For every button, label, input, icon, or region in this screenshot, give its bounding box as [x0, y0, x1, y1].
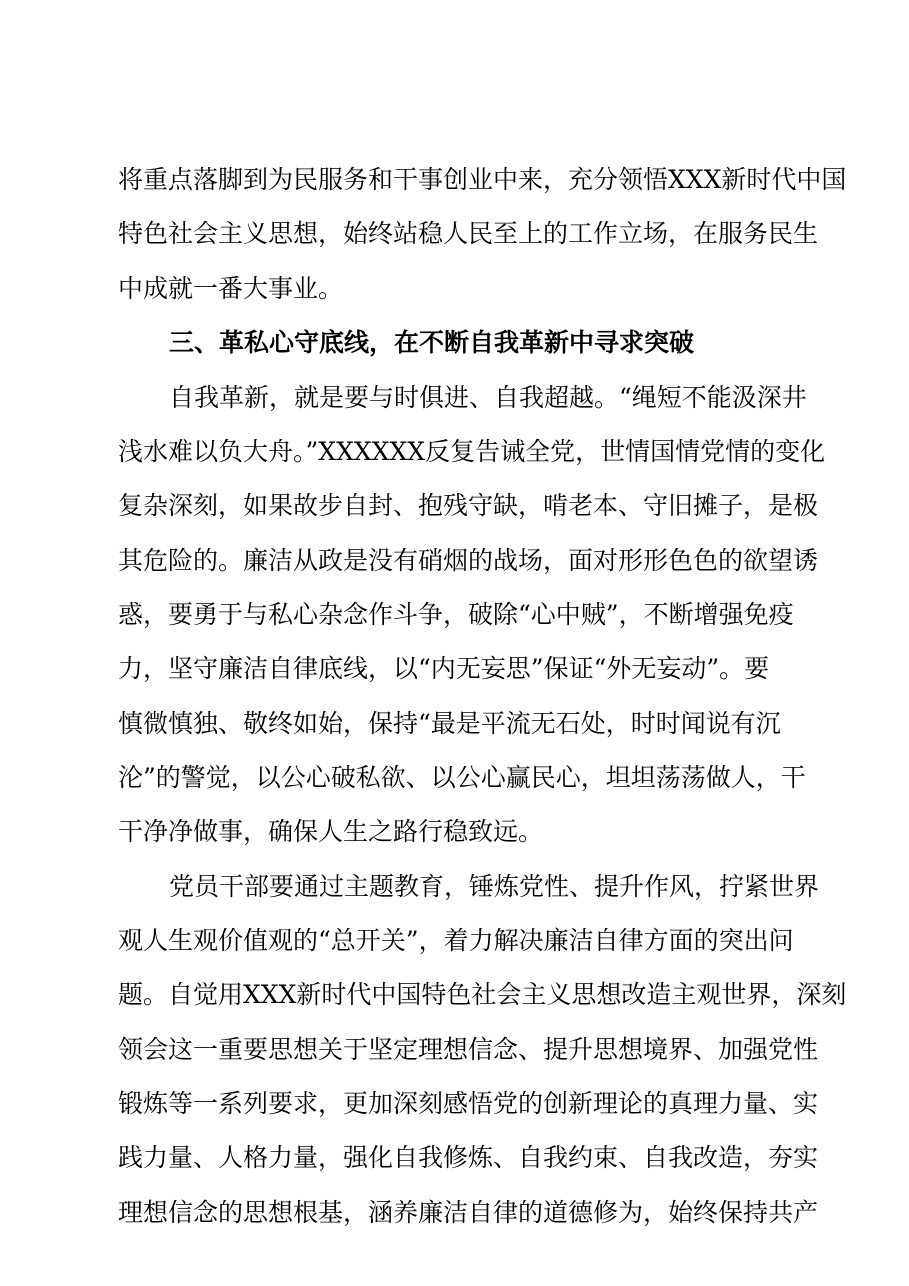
- paragraph-line: 浅水难以负大舟。”XXXXXX反复告诫全党，世情国情党情的变化: [118, 437, 826, 466]
- section-heading: 三、革私心守底线，在不断自我革新中寻求突破: [169, 328, 695, 357]
- paragraph-line: 践力量、人格力量，强化自我修炼、自我约束、自我改造，夯实: [118, 1143, 819, 1172]
- paragraph-line: 理想信念的思想根基，涵养廉洁自律的道德修为，始终保持共产: [118, 1198, 819, 1227]
- paragraph-line: 锻炼等一系列要求，更加深刻感悟党的创新理论的真理力量、实: [118, 1089, 819, 1118]
- paragraph-line: 题。自觉用XXX新时代中国特色社会主义思想改造主观世界，深刻: [118, 980, 847, 1009]
- paragraph-line: 党员干部要通过主题教育，锤炼党性、提升作风，拧紧世界: [169, 872, 820, 901]
- paragraph-line: 领会这一重要思想关于坚定理想信念、提升思想境界、加强党性: [118, 1035, 819, 1064]
- paragraph-line: 特色社会主义思想，始终站稳人民至上的工作立场，在服务民生: [118, 219, 819, 248]
- paragraph-line: 观人生观价值观的“总开关”，着力解决廉洁自律方面的突出问: [118, 926, 794, 955]
- paragraph-line: 惑，要勇于与私心杂念作斗争，破除“心中贼”，不断增强免疫: [118, 600, 794, 629]
- paragraph-line: 沦”的警觉，以公心破私欲、以公心赢民心，坦坦荡荡做人，干: [118, 763, 806, 792]
- paragraph-line: 力，坚守廉洁自律底线，以“内无妄思”保证“外无妄动”。要: [118, 654, 770, 683]
- paragraph-line: 慎微慎独、敬终如始，保持“最是平流无石处，时时闻说有沉: [118, 709, 781, 738]
- paragraph-line: 其危险的。廉洁从政是没有硝烟的战场，面对形形色色的欲望诱: [118, 546, 819, 575]
- paragraph-line: 中成就一番大事业。: [118, 274, 344, 303]
- paragraph-line: 复杂深刻，如果故步自封、抱残守缺，啃老本、守旧摊子，是极: [118, 491, 819, 520]
- paragraph-line: 将重点落脚到为民服务和干事创业中来，充分领悟XXX新时代中国: [118, 165, 847, 194]
- paragraph-line: 干净净做事，确保人生之路行稳致远。: [118, 817, 544, 846]
- paragraph-line: 自我革新，就是要与时俱进、自我超越。“绳短不能汲深井: [169, 383, 807, 412]
